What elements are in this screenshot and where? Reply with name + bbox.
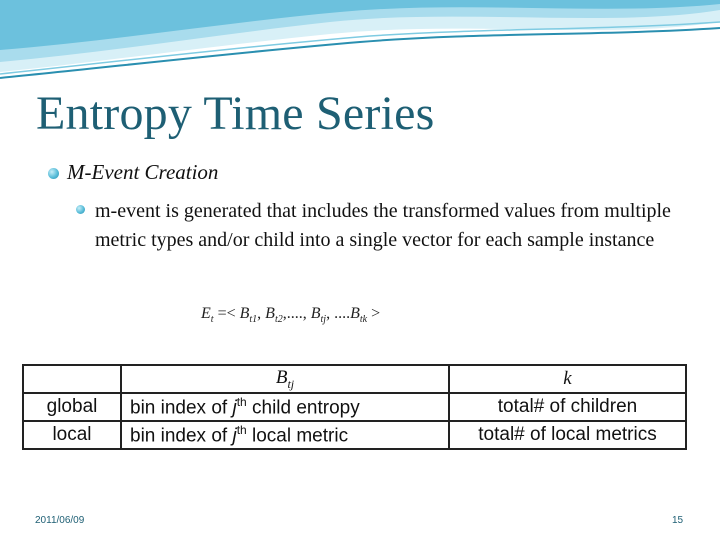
- formula-sub2: t2: [274, 314, 283, 326]
- table-header-cell-b: $B_{tj}$: [121, 365, 449, 393]
- table-row-label: global: [23, 393, 121, 421]
- table-image: [22, 364, 692, 456]
- bullet-level1-text: M-Event Creation: [67, 160, 219, 184]
- bullet-dot-icon: [76, 205, 85, 214]
- bullet-dot-icon: [48, 168, 59, 179]
- formula-sub4: tk: [359, 314, 368, 326]
- event-table: [22, 364, 687, 450]
- table-row: [23, 393, 686, 421]
- formula-sub1: t1: [249, 314, 258, 326]
- formula-lhs: E: [201, 305, 211, 322]
- header-wave-decoration: [0, 0, 720, 82]
- table-cell: total# of children: [449, 393, 686, 421]
- bullet-level2-text: m-event is generated that includes the transformed values from multiple metric types and/or child into a single vector for each sample instance: [95, 200, 671, 251]
- bullet-level1: [48, 160, 218, 185]
- formula-sub3: tj: [320, 314, 327, 326]
- formula-close: >: [367, 305, 381, 322]
- formula-image: [201, 305, 380, 325]
- formula-b4: B: [350, 305, 360, 322]
- table-cell: bin index of $j^{th}$ local metric: [121, 421, 449, 449]
- formula-eq: =<: [213, 305, 240, 322]
- table-header-cell-empty: [23, 365, 121, 393]
- bullet-level2: [76, 197, 676, 255]
- formula-b1: B: [239, 305, 250, 322]
- formula-sep1: ,: [257, 305, 266, 322]
- formula-sep3: , ....: [326, 305, 351, 322]
- formula-sep2: ,....,: [282, 305, 311, 322]
- table-row-label: local: [23, 421, 121, 449]
- formula-b3: B: [310, 305, 321, 322]
- table-row: [23, 421, 686, 449]
- table-header-cell-k: k: [449, 365, 686, 393]
- table-cell: total# of local metrics: [449, 421, 686, 449]
- formula-lhs-sub: t: [210, 314, 214, 326]
- formula-b2: B: [265, 305, 275, 322]
- slide-title: Entropy Time Series: [36, 87, 435, 140]
- table-cell: bin index of $j^{th}$ child entropy: [121, 393, 449, 421]
- footer-date: 2011/06/09: [35, 515, 85, 526]
- page-number: 15: [672, 515, 684, 526]
- table-header-row: [23, 365, 686, 393]
